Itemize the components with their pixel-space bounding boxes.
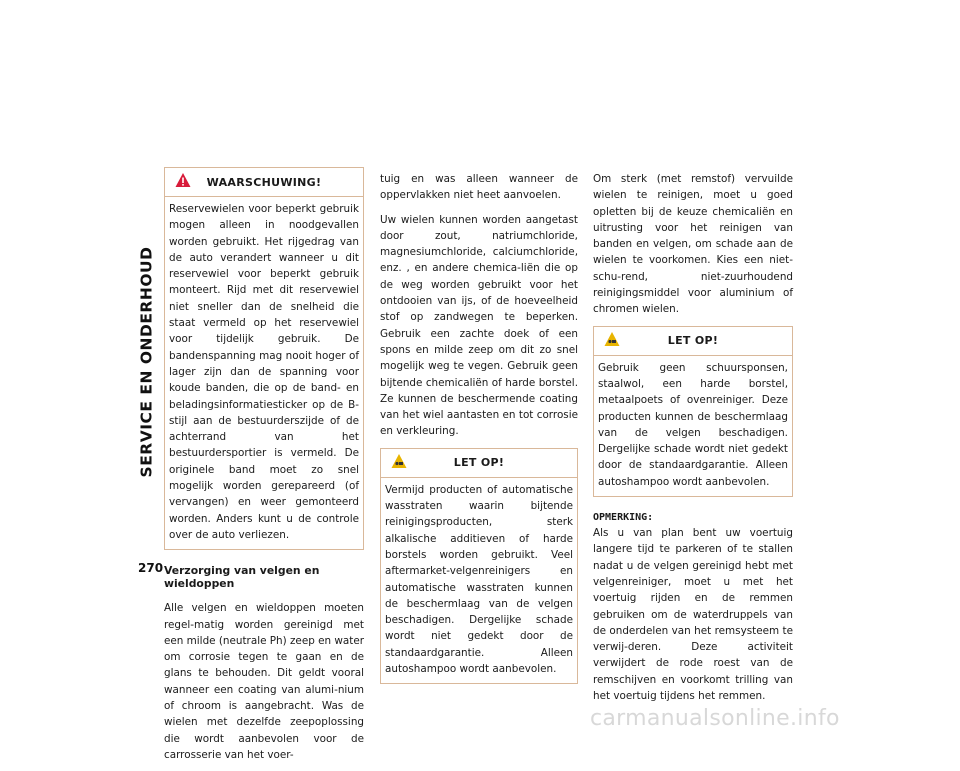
warning-box: [164, 167, 364, 550]
caution-box-1: [380, 448, 578, 685]
caution-triangle-icon: [604, 331, 620, 347]
caution-triangle-icon: [391, 453, 407, 469]
column-2: [380, 171, 578, 684]
warning-triangle-icon: [175, 172, 191, 188]
caution-body-1: Vermijd producten of automatische wasstraten waarin bijtende reinigingsproducten, sterk alkalische additieven of harde borstels worden gebruikt. Veel aftermarket-velgenreinigers en automatische wasstraten kunnen de beschermlaag van de velgen beschadigen. Dergelijke schade wordt niet gedekt door de standaardgarantie. Alleen autoshampoo wordt aanbevolen.: [385, 483, 573, 676]
column-3: [593, 171, 793, 712]
section-title: SERVICE EN ONDERHOUD: [137, 246, 155, 478]
col1-paragraph: Alle velgen en wieldoppen moeten regel-matig worden gereinigd met een milde (neutrale Ph) zeep en water om corrosie tegen te gaan en de glans te behouden. Dit geldt vooral wanneer een coating van alumi-nium of chroom is aangebracht. Was de wielen met dezelfde zeepoplossing die wordt aanbevolen voor de carrosserie van het voer-: [164, 602, 365, 761]
col3-paragraph-1: Om sterk (met remstof) vervuilde wielen te reinigen, moet u goed opletten bij de keuze chemicaliën en uitrusting voor het reinigen van banden en velgen, om schade aan de wielen te voorkomen. Kies een niet-schu-rend, niet-zuurhoudend reinigingsmiddel voor aluminium of chromen wielen.: [593, 173, 793, 316]
caution-heading-2: LET OP!: [667, 334, 719, 348]
note-label: OPMERKING:: [593, 512, 654, 524]
caution-body-2: Gebruik geen schuursponsen, staalwol, een harde borstel, metaalpoets of ovenreiniger. Deze producten kunnen de beschermlaag van de velgen beschadigen. Dergelijke schade wordt niet gedekt door de standaardgarantie. Alleen autoshampoo wordt aanbevolen.: [598, 361, 788, 488]
warning-heading: WAARSCHUWING!: [206, 175, 322, 189]
col2-paragraph-1: tuig en was alleen wanneer de oppervlakken niet heet aanvoelen.: [380, 173, 578, 202]
column-1: [164, 167, 364, 771]
section-subheading: Verzorging van velgen en wieldoppen: [164, 564, 320, 591]
watermark: carmanualsonline.info: [590, 706, 840, 731]
page-number: 270: [138, 561, 164, 575]
caution-heading-1: LET OP!: [453, 456, 505, 470]
caution-box-2: [593, 326, 793, 497]
caution-box-1-header: [381, 449, 577, 478]
caution-box-2-header: [594, 327, 792, 356]
section-side-tab: [135, 172, 157, 552]
warning-body: Reservewielen voor beperkt gebruik mogen alleen in noodgevallen worden gebruikt. Het rijgedrag van de auto verandert wanneer u dit reservewiel voor beperkt gebruik monteert. Rijd met dit reservewiel niet sneller dan de snelheid die staat vermeld op het reservewiel voor tijdelijk gebruik. De bandenspanning mag nooit hoger of lager zijn dan de spanning voor koude banden, die op de band- en beladingsinformatiesticker op de B-stijl aan de bestuurderszijde of de achterrand van het bestuurdersportier is vermeld. De originele band moet zo snel mogelijk worden gerepareerd (of vervangen) en weer gemonteerd worden. Anders kunt u de controle over de auto verliezen.: [169, 203, 359, 541]
warning-box-header: [165, 168, 363, 197]
note-body: Als u van plan bent uw voertuig langere tijd te parkeren of te stallen nadat u de velgen gereinigd hebt met velgenreiniger, moet u met het voertuig rijden en de remmen gebruiken om de waterdruppels van de onderdelen van het remsysteem te verwij-deren. Deze activiteit verwijdert de rode roest van de remschijven en voorkomt trilling van het voertuig tijdens het remmen.: [593, 527, 793, 703]
col2-paragraph-2: Uw wielen kunnen worden aangetast door zout, natriumchloride, magnesiumchloride, calciumchloride, enz. , en andere chemica-liën die op de weg worden gebruikt voor het ontdooien van ijs, of de hoeveelheid stof op zandwegen te beperken. Gebruik een zachte doek of een spons en milde zeep om dit zo snel mogelijk weg te vegen. Gebruik geen bijtende chemicaliën of harde borstel. Ze kunnen de beschermende coating van het wiel aantasten en tot corrosie en verkleuring.: [380, 213, 578, 438]
